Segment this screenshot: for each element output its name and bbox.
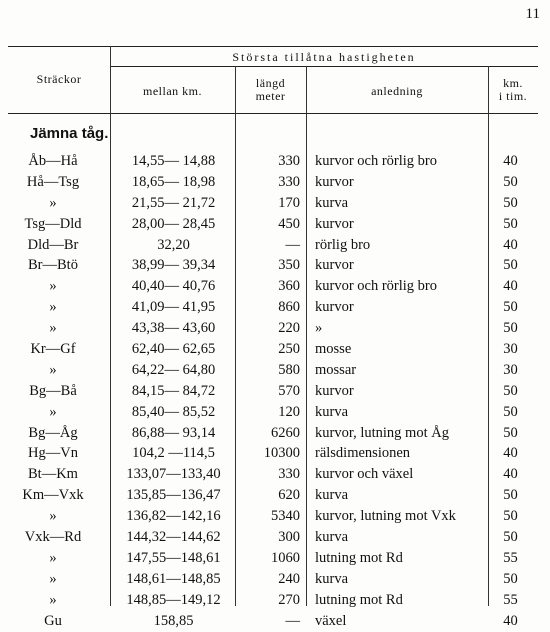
- cell-reason: mosse: [315, 341, 352, 358]
- cell-km: 28,00— 28,45: [131, 215, 216, 232]
- cell-length: 570: [278, 382, 300, 399]
- cell-speed: 50: [503, 508, 518, 525]
- cell-speed: 55: [503, 549, 518, 566]
- cell-length: 330: [278, 466, 300, 483]
- table-row: [8, 485, 538, 506]
- header-speed-line1: km.: [503, 76, 523, 90]
- cell-speed: 50: [503, 194, 518, 211]
- cell-km: 40,40— 40,76: [131, 278, 216, 295]
- header-bottom-rule: [8, 113, 538, 114]
- cell-length: 580: [278, 361, 300, 378]
- cell-length: 330: [278, 153, 300, 169]
- table-row: [8, 235, 538, 256]
- cell-km: 32,20: [157, 236, 190, 253]
- table-row: [8, 423, 538, 444]
- cell-strackor: Km—Vxk: [22, 487, 84, 504]
- cell-speed: 50: [503, 320, 518, 337]
- cell-strackor: Kr—Gf: [30, 341, 76, 358]
- cell-km: 85,40— 85,52: [131, 403, 216, 420]
- cell-reason: kurva: [315, 403, 349, 420]
- cell-km: 43,38— 43,60: [131, 320, 216, 337]
- cell-speed: 50: [503, 529, 518, 546]
- table-row: [8, 381, 538, 402]
- header-length-line2: meter: [255, 89, 286, 103]
- cell-km: 135,85—136,47: [126, 487, 221, 504]
- table-top-rule: [8, 46, 538, 47]
- cell-speed: 40: [503, 445, 518, 462]
- cell-reason: rörlig bro: [315, 236, 371, 253]
- header-speed: [488, 77, 538, 103]
- cell-km: 41,09— 41,95: [131, 299, 216, 316]
- cell-speed: 40: [503, 278, 518, 295]
- header-km: mellan km.: [143, 84, 202, 98]
- cell-reason: mossar: [315, 361, 357, 378]
- cell-strackor: Åb—Hå: [28, 153, 78, 169]
- table-body: [8, 151, 538, 631]
- cell-speed: 50: [503, 257, 518, 274]
- header-speed-line2: i tim.: [498, 89, 528, 103]
- cell-length: 300: [278, 529, 300, 546]
- table-row: [8, 590, 538, 611]
- cell-speed: 50: [503, 382, 518, 399]
- cell-reason: lutning mot Rd: [315, 591, 403, 608]
- cell-speed: 30: [503, 341, 518, 358]
- cell-reason: kurvor: [315, 257, 354, 274]
- cell-speed: 55: [503, 591, 518, 608]
- cell-length: 1060: [271, 549, 300, 566]
- header-strackor: Sträckor: [36, 72, 82, 86]
- cell-km: 147,55—148,61: [126, 549, 221, 566]
- table-row: [8, 318, 538, 339]
- cell-strackor: »: [49, 299, 57, 316]
- cell-length: 120: [278, 403, 300, 420]
- cell-length: 620: [278, 487, 300, 504]
- cell-km: 84,15— 84,72: [131, 382, 216, 399]
- cell-length: 6260: [271, 424, 300, 441]
- table-row: [8, 527, 538, 548]
- cell-strackor: »: [49, 570, 57, 587]
- table-row: [8, 443, 538, 464]
- cell-reason: kurvor: [315, 382, 354, 399]
- table-row: [8, 214, 538, 235]
- table-row: [8, 360, 538, 381]
- cell-speed: 50: [503, 570, 518, 587]
- cell-length: 250: [278, 341, 300, 358]
- cell-strackor: Hå—Tsg: [26, 173, 80, 190]
- cell-speed: 40: [503, 153, 518, 169]
- cell-length: —: [285, 612, 300, 629]
- section-title: Jämna tåg.: [30, 125, 109, 142]
- cell-km: 14,55— 14,88: [131, 153, 216, 169]
- cell-length: 360: [278, 278, 300, 295]
- cell-strackor: Bg—Bå: [29, 382, 77, 399]
- cell-speed: 50: [503, 299, 518, 316]
- table-row: [8, 276, 538, 297]
- cell-strackor: Hg—Vn: [28, 445, 78, 462]
- cell-strackor: Gu: [44, 612, 62, 629]
- cell-reason: kurvor och rörlig bro: [315, 278, 438, 295]
- cell-km: 158,85: [153, 612, 194, 629]
- cell-length: —: [285, 236, 300, 253]
- cell-length: 330: [278, 173, 300, 190]
- cell-speed: 50: [503, 215, 518, 232]
- cell-reason: kurvor: [315, 173, 354, 190]
- table-row: [8, 255, 538, 276]
- cell-reason: kurva: [315, 529, 349, 546]
- cell-strackor: »: [49, 508, 57, 525]
- cell-length: 240: [278, 570, 300, 587]
- cell-length: 270: [278, 591, 300, 608]
- cell-speed: 30: [503, 361, 518, 378]
- cell-strackor: Tsg—Dld: [24, 215, 82, 232]
- cell-reason: kurva: [315, 570, 349, 587]
- cell-reason: växel: [315, 612, 347, 629]
- cell-strackor: »: [49, 278, 57, 295]
- cell-km: 148,61—148,85: [126, 570, 221, 587]
- cell-speed: 40: [503, 612, 518, 629]
- cell-reason: rälsdimensionen: [315, 445, 411, 462]
- cell-speed: 40: [503, 466, 518, 483]
- table-row: [8, 611, 538, 632]
- cell-reason: kurvor: [315, 215, 354, 232]
- cell-strackor: »: [49, 361, 57, 378]
- cell-length: 5340: [271, 508, 300, 525]
- cell-reason: kurva: [315, 194, 349, 211]
- table-row: [8, 569, 538, 590]
- header-group-title: Största tillåtna hastigheten: [232, 50, 416, 64]
- cell-km: 86,88— 93,14: [131, 424, 216, 441]
- cell-speed: 50: [503, 403, 518, 420]
- cell-reason: kurvor: [315, 299, 354, 316]
- cell-km: 136,82—142,16: [126, 508, 221, 525]
- cell-reason: »: [315, 320, 323, 337]
- cell-strackor: Vxk—Rd: [24, 529, 82, 546]
- group-header-rule: [110, 66, 538, 67]
- cell-strackor: »: [49, 549, 57, 566]
- cell-speed: 50: [503, 487, 518, 504]
- table-row: [8, 297, 538, 318]
- cell-strackor: Bt—Km: [28, 466, 78, 483]
- table-row: [8, 339, 538, 360]
- header-reason: anledning: [371, 84, 423, 98]
- cell-reason: lutning mot Rd: [315, 549, 403, 566]
- cell-km: 21,55— 21,72: [131, 194, 216, 211]
- table-row: [8, 193, 538, 214]
- cell-length: 350: [278, 257, 300, 274]
- cell-km: 144,32—144,62: [126, 529, 221, 546]
- cell-speed: 50: [503, 424, 518, 441]
- cell-strackor: Dld—Br: [27, 236, 79, 253]
- header-length: [235, 77, 306, 103]
- cell-length: 450: [278, 215, 300, 232]
- cell-km: 38,99— 39,34: [131, 257, 216, 274]
- cell-length: 860: [278, 299, 300, 316]
- cell-speed: 40: [503, 236, 518, 253]
- table-row: [8, 548, 538, 569]
- table-row: [8, 506, 538, 527]
- cell-km: 133,07—133,40: [126, 466, 221, 483]
- cell-strackor: »: [49, 403, 57, 420]
- cell-reason: kurvor och växel: [315, 466, 414, 483]
- cell-km: 104,2 —114,5: [132, 445, 215, 462]
- cell-strackor: »: [49, 320, 57, 337]
- cell-length: 220: [278, 320, 300, 337]
- cell-strackor: Bg—Åg: [28, 424, 78, 441]
- cell-km: 64,22— 64,80: [131, 361, 216, 378]
- table-row: [8, 172, 538, 193]
- cell-reason: kurva: [315, 487, 349, 504]
- cell-strackor: »: [49, 194, 57, 211]
- cell-length: 170: [278, 194, 300, 211]
- page-number: 11: [525, 6, 540, 22]
- table-row: [8, 464, 538, 485]
- cell-km: 62,40— 62,65: [131, 341, 216, 358]
- cell-reason: kurvor, lutning mot Åg: [315, 424, 449, 441]
- table-row: [8, 151, 538, 172]
- cell-strackor: Br—Btö: [28, 257, 78, 274]
- cell-speed: 50: [503, 173, 518, 190]
- cell-km: 18,65— 18,98: [131, 173, 216, 190]
- cell-reason: kurvor, lutning mot Vxk: [315, 508, 456, 525]
- cell-length: 10300: [263, 445, 300, 462]
- cell-reason: kurvor och rörlig bro: [315, 153, 438, 169]
- cell-strackor: »: [49, 591, 57, 608]
- header-length-line1: längd: [255, 76, 286, 90]
- table-row: [8, 402, 538, 423]
- cell-km: 148,85—149,12: [126, 591, 221, 608]
